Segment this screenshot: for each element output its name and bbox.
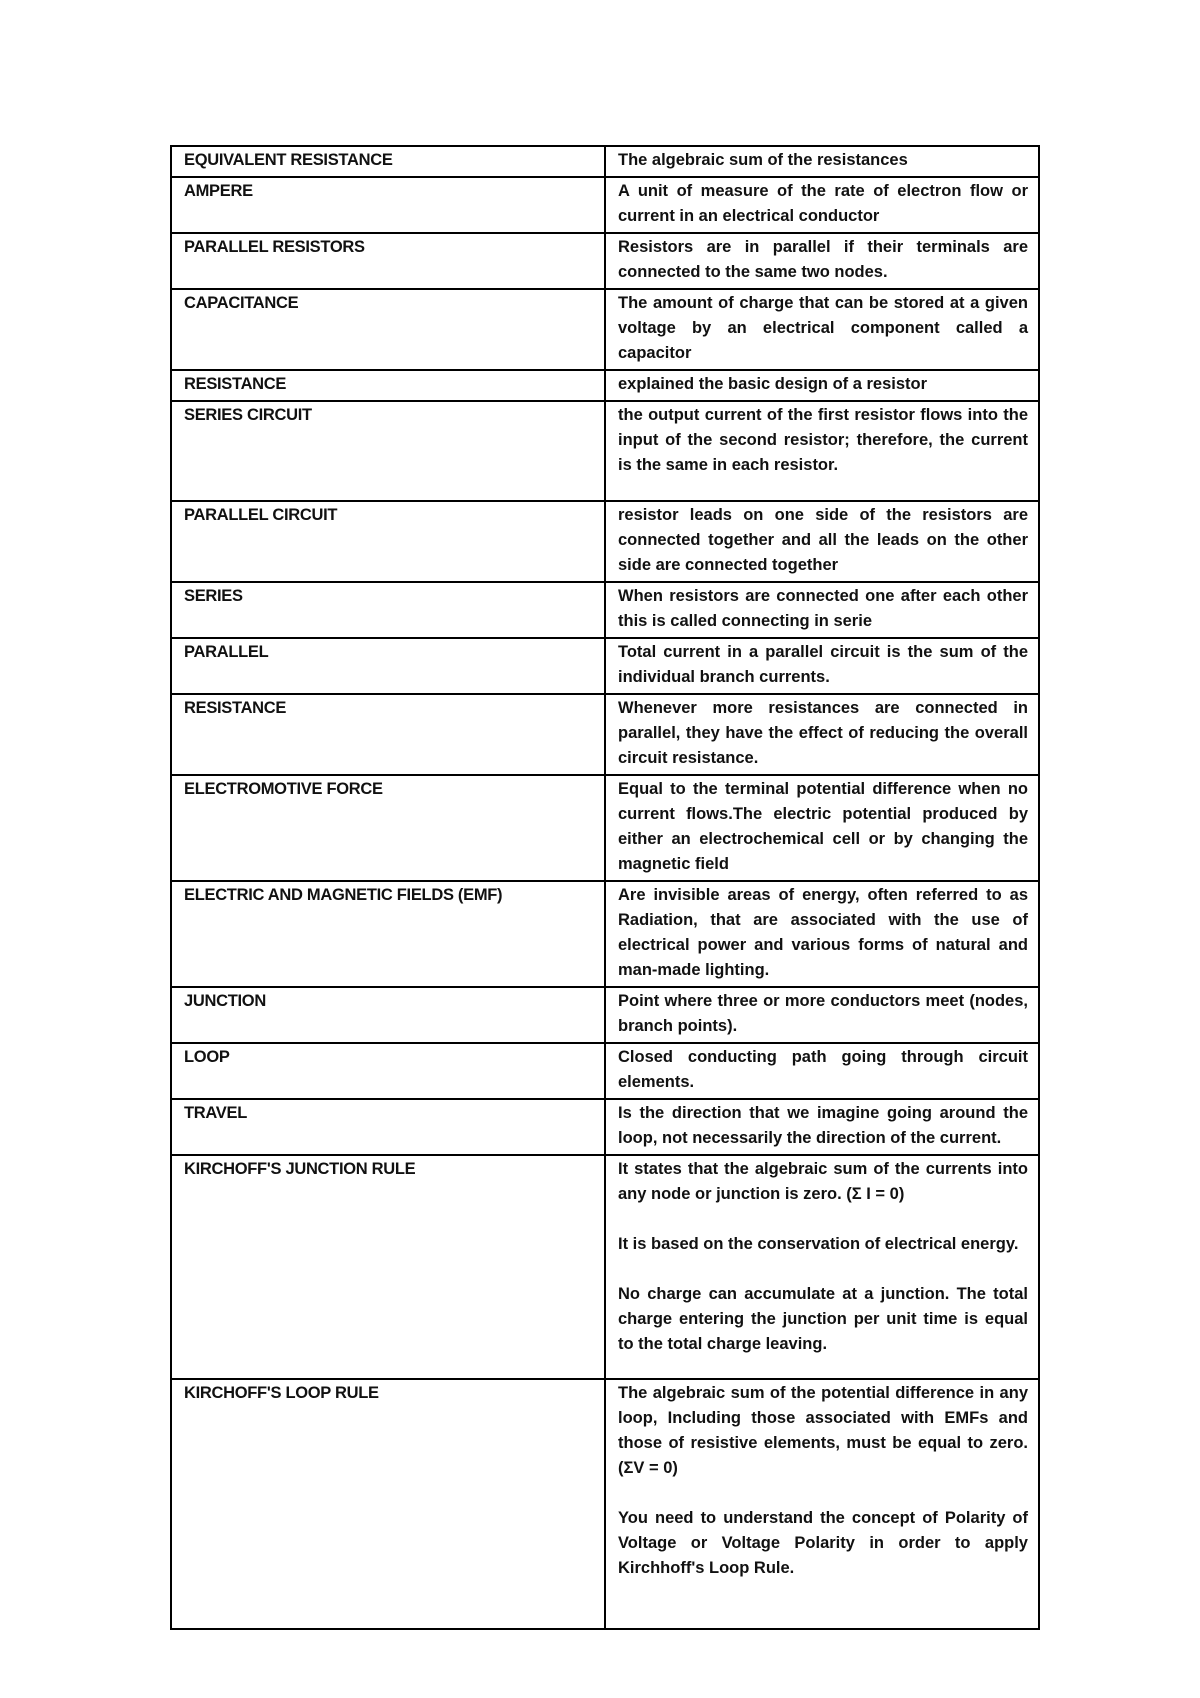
table-row	[171, 1155, 1039, 1379]
term-cell: SERIES	[171, 582, 605, 638]
definition-paragraph: explained the basic design of a resistor	[618, 375, 928, 393]
term-cell: PARALLEL CIRCUIT	[171, 501, 605, 582]
definition-paragraph: The algebraic sum of the potential difference in any loop, Including those associated with EMFs and those of resistive elements, must be equal to zero. (ΣV = 0)	[618, 1384, 1028, 1477]
term-cell: PARALLEL RESISTORS	[171, 233, 605, 289]
definition-cell	[605, 370, 1039, 401]
term-cell: TRAVEL	[171, 1099, 605, 1155]
definition-cell	[605, 1043, 1039, 1099]
term-cell: ELECTROMOTIVE FORCE	[171, 775, 605, 881]
definition-cell	[605, 1155, 1039, 1379]
definition-cell	[605, 775, 1039, 881]
term-cell: ELECTRIC AND MAGNETIC FIELDS (EMF)	[171, 881, 605, 987]
table-row	[171, 177, 1039, 233]
definition-paragraph: No charge can accumulate at a junction. The total charge entering the junction per unit time is equal to the total charge leaving.	[618, 1285, 1028, 1353]
definition-cell	[605, 233, 1039, 289]
table-row	[171, 987, 1039, 1043]
term-cell: LOOP	[171, 1043, 605, 1099]
definition-paragraph: The amount of charge that can be stored at a given voltage by an electrical component called a capacitor	[618, 294, 1028, 362]
definition-cell	[605, 582, 1039, 638]
term-cell: JUNCTION	[171, 987, 605, 1043]
definition-cell	[605, 987, 1039, 1043]
definition-paragraph: Closed conducting path going through circuit elements.	[618, 1048, 1028, 1091]
definition-paragraph: Total current in a parallel circuit is the sum of the individual branch currents.	[618, 643, 1028, 686]
term-cell: EQUIVALENT RESISTANCE	[171, 146, 605, 177]
definition-cell	[605, 289, 1039, 370]
definition-paragraph: Point where three or more conductors meet (nodes, branch points).	[618, 992, 1028, 1035]
definition-cell	[605, 501, 1039, 582]
definition-cell	[605, 1379, 1039, 1629]
table-row	[171, 881, 1039, 987]
definition-paragraph: the output current of the first resistor flows into the input of the second resistor; therefore, the current is the same in each resistor.	[618, 406, 1028, 474]
definition-cell	[605, 1099, 1039, 1155]
term-cell: SERIES CIRCUIT	[171, 401, 605, 501]
definition-paragraph: Resistors are in parallel if their terminals are connected to the same two nodes.	[618, 238, 1028, 281]
definition-cell	[605, 146, 1039, 177]
definition-paragraph: You need to understand the concept of Polarity of Voltage or Voltage Polarity in order to apply Kirchhoff's Loop Rule.	[618, 1509, 1028, 1577]
table-row	[171, 582, 1039, 638]
table-row	[171, 638, 1039, 694]
glossary-table	[170, 145, 1040, 1630]
table-row	[171, 694, 1039, 775]
definition-cell	[605, 401, 1039, 501]
table-row	[171, 1099, 1039, 1155]
definition-paragraph: Are invisible areas of energy, often referred to as Radiation, that are associated with the use of electrical power and various forms of natural and man-made lighting.	[618, 886, 1028, 979]
table-row	[171, 775, 1039, 881]
definition-cell	[605, 694, 1039, 775]
definition-cell	[605, 881, 1039, 987]
definition-cell	[605, 638, 1039, 694]
definition-paragraph: resistor leads on one side of the resistors are connected together and all the leads on the other side are connected together	[618, 506, 1028, 574]
table-row	[171, 1043, 1039, 1099]
term-cell: RESISTANCE	[171, 370, 605, 401]
table-row	[171, 146, 1039, 177]
term-cell: KIRCHOFF'S LOOP RULE	[171, 1379, 605, 1629]
definition-paragraph: Is the direction that we imagine going around the loop, not necessarily the direction of the current.	[618, 1104, 1028, 1147]
term-cell: AMPERE	[171, 177, 605, 233]
table-row	[171, 401, 1039, 501]
table-row	[171, 289, 1039, 370]
definition-paragraph: A unit of measure of the rate of electron flow or current in an electrical conductor	[618, 182, 1028, 225]
term-cell: CAPACITANCE	[171, 289, 605, 370]
definition-paragraph: It is based on the conservation of electrical energy.	[618, 1235, 1019, 1253]
definition-paragraph: The algebraic sum of the resistances	[618, 151, 908, 169]
definition-paragraph: When resistors are connected one after each other this is called connecting in serie	[618, 587, 1028, 630]
table-row	[171, 370, 1039, 401]
definition-paragraph: Whenever more resistances are connected in parallel, they have the effect of reducing the overall circuit resistance.	[618, 699, 1028, 767]
definition-paragraph: Equal to the terminal potential difference when no current flows.The electric potential produced by either an electrochemical cell or by changing the magnetic field	[618, 780, 1028, 873]
table-row	[171, 1379, 1039, 1629]
table-row	[171, 233, 1039, 289]
table-row	[171, 501, 1039, 582]
term-cell: KIRCHOFF'S JUNCTION RULE	[171, 1155, 605, 1379]
definition-paragraph: It states that the algebraic sum of the currents into any node or junction is zero. (Σ I = 0)	[618, 1160, 1028, 1203]
term-cell: PARALLEL	[171, 638, 605, 694]
definition-cell	[605, 177, 1039, 233]
term-cell: RESISTANCE	[171, 694, 605, 775]
